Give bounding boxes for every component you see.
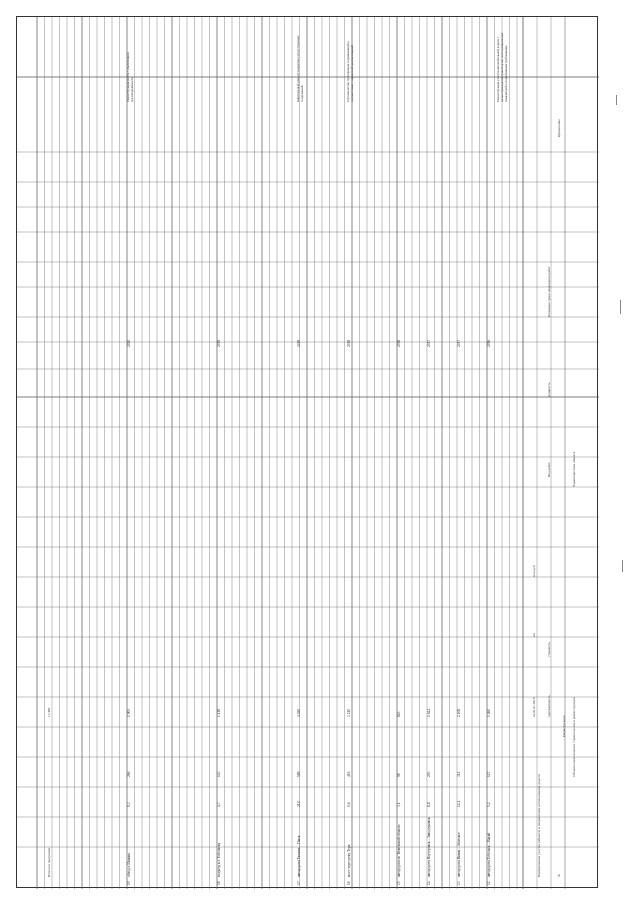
row-number: 14	[427, 881, 431, 885]
row-cost: 127	[487, 771, 491, 777]
header-col-name: Наименование участка (объекта) и направления использования средств	[537, 774, 541, 877]
row-number: 17	[297, 881, 301, 885]
header-col-km: км	[532, 633, 536, 637]
row-value: 1 460	[487, 708, 491, 717]
row-name: подъезд к г. Тобольску	[217, 842, 221, 877]
row-cost: 266	[127, 771, 131, 777]
scan-mark	[620, 300, 621, 314]
row-name: автодорога Ялуторовск – Заводоуковск	[427, 817, 431, 877]
header-col-notes: Примечание	[557, 119, 561, 137]
note-2: Строительство путепровода и примыканий в соответствии с проектной документацией	[346, 41, 354, 102]
header-col-mln: млн руб.	[532, 564, 536, 577]
row-cost: 416	[347, 771, 351, 777]
row-cost: 143	[217, 771, 221, 777]
row-number: 12	[487, 881, 491, 885]
row-length: 0,6	[347, 802, 351, 807]
row-length: 21,0	[297, 800, 301, 807]
row-name: автодорога по Тюменской области	[397, 824, 401, 877]
table-grid	[17, 17, 599, 889]
scan-mark	[622, 560, 623, 572]
header-col-reconstruction: Реконструкция	[562, 715, 566, 737]
row-cost: 589	[297, 771, 301, 777]
row-value: 1 624	[427, 708, 431, 717]
row-name: автодорога Ишим – Абатское	[457, 832, 461, 877]
row-value: 845	[397, 711, 401, 717]
row-year: 2018	[347, 339, 351, 347]
row-value: 4 020	[297, 708, 301, 717]
row-cost: 98	[397, 773, 401, 777]
row-name: обход г. Ишима	[127, 853, 131, 877]
header-col-type: Вид работ	[547, 462, 551, 477]
row-year: 2018	[397, 339, 401, 347]
header-group-main: Объекты капитального строительства и реконструкции	[572, 697, 576, 777]
row-length: 3,1	[397, 802, 401, 807]
header-group-objects: Характеристика объекта	[572, 451, 576, 487]
row-year: 2019	[217, 339, 221, 347]
row-length: 4,7	[217, 802, 221, 807]
header-col-no: №	[557, 873, 561, 877]
row-name: мост через реку Тура	[347, 844, 351, 877]
row-name: автодорога Тюмень – Омск	[297, 835, 301, 877]
row-value: 1 118	[217, 709, 221, 717]
row-cost: 203	[427, 771, 431, 777]
row-number: 19	[127, 881, 131, 885]
total-label: Итого по программе	[47, 847, 51, 877]
note-4: Реконструкция моста с увеличением грузоподъёмности	[126, 52, 134, 102]
row-value: 1 905	[127, 708, 131, 717]
header-col-capacity: мощность	[547, 382, 551, 397]
row-number: 15	[397, 881, 401, 885]
row-year: 2020	[127, 339, 131, 347]
row-year: 2019	[297, 339, 301, 347]
scan-mark	[616, 95, 617, 105]
header-col-on-date: на 01.01.2016	[532, 697, 536, 717]
row-length: 8,8	[427, 802, 431, 807]
row-length: 5,2	[487, 802, 491, 807]
row-year: 2016	[487, 339, 491, 347]
row-year: 2017	[427, 339, 431, 347]
row-length: 9,3	[127, 802, 131, 807]
note-3: Капитальный ремонт покрытия и искусственных сооружений	[296, 35, 304, 102]
row-year: 2017	[457, 339, 461, 347]
header-col-cost: стоимость	[547, 642, 551, 657]
row-length: 12,4	[457, 800, 461, 807]
row-value: 2 108	[457, 708, 461, 717]
row-number: 16	[347, 881, 351, 885]
header-col-length: протяжённость	[547, 695, 551, 717]
row-name: автодорога Тобольск – Вагай	[487, 832, 491, 877]
total-value: 12 466	[47, 707, 51, 717]
header-col-planned: Плановые сроки завершения работ	[547, 266, 551, 317]
note-1: Реконструкция участка автомобильной дороги с целью приведения транспортно-эксплуатационных показателей к нормативным требованиям	[496, 32, 508, 102]
row-value: 3 210	[347, 708, 351, 717]
row-number: 13	[457, 881, 461, 885]
row-cost: 312	[457, 771, 461, 777]
row-number: 18	[217, 881, 221, 885]
scanned-document-page	[16, 16, 598, 888]
